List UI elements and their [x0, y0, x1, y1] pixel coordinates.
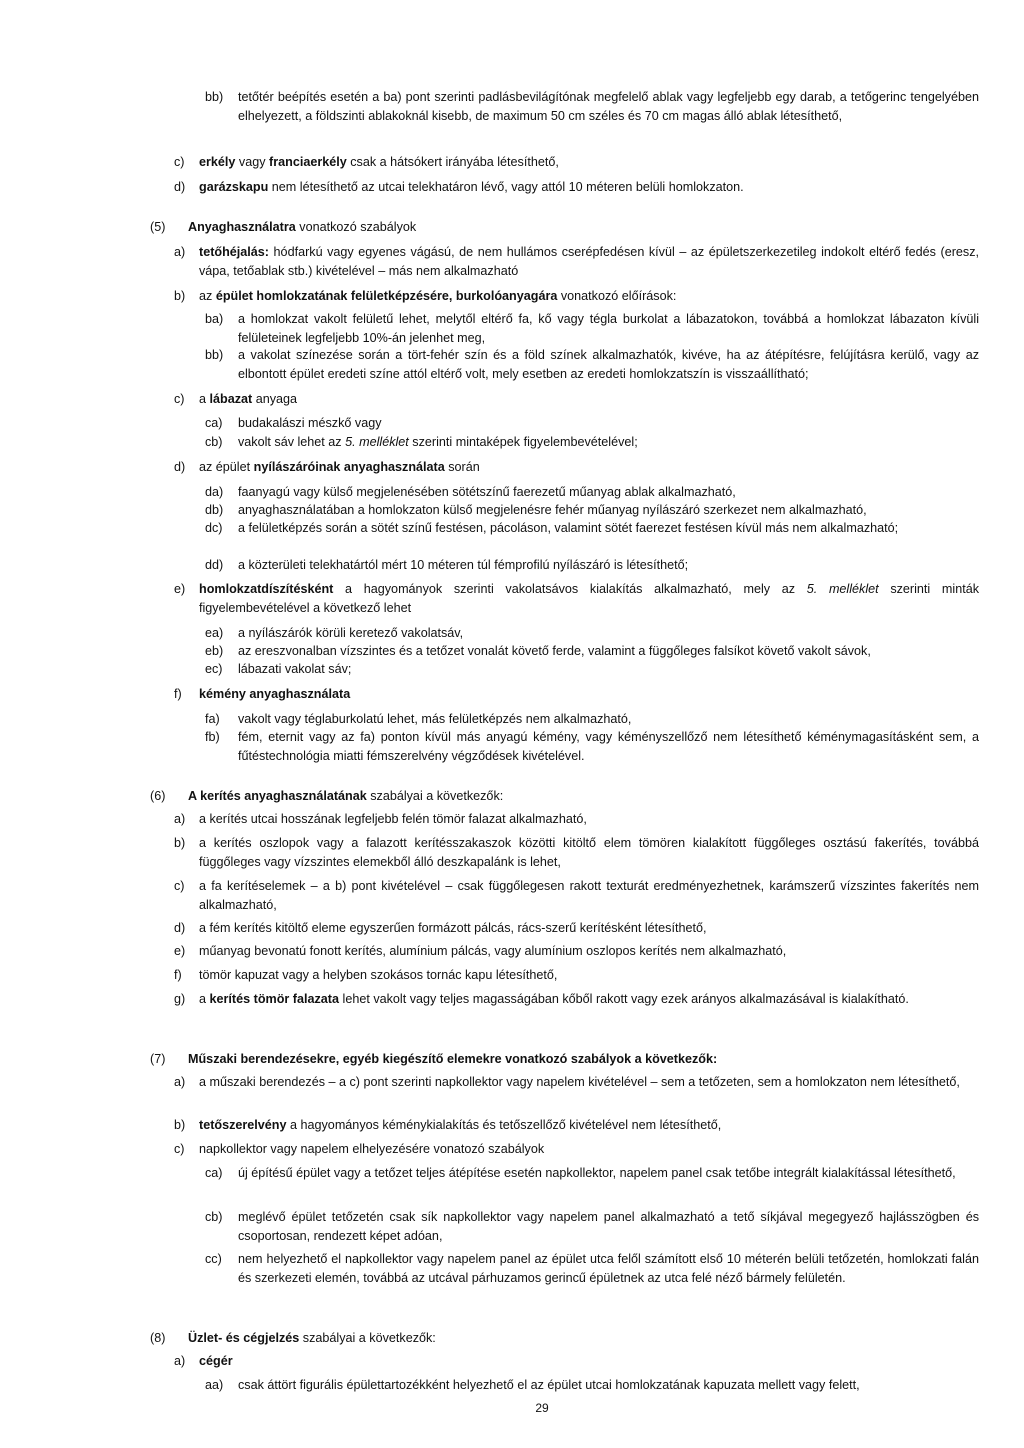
bold-text: Műszaki berendezésekre, egyéb kiegészítő elemekre vonatkozó szabályok a következők:: [188, 1052, 718, 1066]
item-label: b): [174, 836, 186, 850]
item-text: [188, 787, 979, 806]
item-text: [199, 390, 979, 409]
italic-text: 5. melléklet: [345, 435, 409, 449]
text-run: a fa kerítéselemek – a b) pont kivételével – csak függőlegesen rakott texturát eredményezhetnek, karámszerű vízszintes fakerítés nem alkalmazható,: [199, 879, 979, 912]
item-label: da): [205, 485, 224, 499]
item-text: [238, 310, 979, 348]
item-text: [238, 556, 979, 575]
text-run: a közterületi telekhatártól mért 10 méteren túl fémprofilú nyílászáró is létesíthető;: [238, 558, 689, 572]
item-text: [188, 1050, 979, 1069]
list-item: [205, 1376, 979, 1395]
item-text: [238, 1250, 979, 1288]
item-text: [199, 458, 979, 477]
item-text: [199, 1073, 979, 1092]
bold-text: kerítés tömör falazata: [209, 992, 340, 1006]
text-run: a vakolat színezése során a tört-fehér szín és a föld színek alkalmazhatók, kivéve, ha az átépítésre, felújításra kerülő, vagy az elbontott épület eredeti színe attól eltérő volt, mely esetben az eredeti homlokzatszín is visszaállítható;: [238, 348, 979, 381]
page-number: 29: [535, 1401, 549, 1415]
list-item: [174, 580, 979, 618]
text-run: vakolt vagy téglaburkolatú lehet, más felületképzés nem alkalmazható,: [238, 712, 632, 726]
item-text: [238, 519, 979, 538]
item-text: [199, 153, 979, 172]
text-run: a kerítés oszlopok vagy a falazott kerítésszakaszok közötti kitöltő elem tömören kialakított függőleges osztású fakerítés, továbbá függőleges vagy vízszintes elemekből álló deszkapalánk is lehet,: [199, 836, 979, 869]
text-run: a hagyományok szerinti vakolatsávos kialakítás alkalmazható, mely az: [333, 582, 807, 596]
text-run: csak a hátsókert irányába létesíthető,: [346, 155, 559, 169]
text-run: a: [199, 992, 210, 1006]
item-label: a): [174, 812, 186, 826]
item-text: [238, 1376, 979, 1395]
item-label: ec): [205, 662, 223, 676]
text-run: a műszaki berendezés – a c) pont szerinti napkollektor vagy napelem kivételével – sem a tetőzeten, sem a homlokzaton nem létesíthető,: [199, 1075, 960, 1089]
list-item: [205, 1250, 979, 1288]
text-run: a felületképzés során a sötét színű festésen, pácoláson, valamint sötét faerezet festésen kívül más nem alkalmazható;: [238, 521, 899, 535]
bold-text: tetőhéjalás:: [199, 245, 269, 259]
text-run: a: [199, 392, 210, 406]
item-text: [199, 966, 979, 985]
item-label: cb): [205, 1210, 223, 1224]
item-label: b): [174, 1118, 186, 1132]
text-run: tömör kapuzat vagy a helyben szokásos tornác kapu létesíthető,: [199, 968, 558, 982]
bold-text: erkély: [199, 155, 236, 169]
item-text: [238, 1208, 979, 1246]
item-label: b): [174, 289, 186, 303]
list-item: [174, 178, 979, 197]
item-text: [199, 990, 979, 1009]
item-text: [238, 710, 979, 729]
item-label: d): [174, 180, 186, 194]
bold-text: A kerítés anyaghasználatának: [188, 789, 367, 803]
text-run: a hagyományos kéménykialakítás és tetőszellőző kivételével nem létesíthető,: [286, 1118, 722, 1132]
text-run: az ereszvonalban vízszintes és a tetőzet vonalát követő ferde, valamint a függőleges falsíkot követő vakolt sávok,: [238, 644, 871, 658]
text-run: során: [444, 460, 480, 474]
list-item: [205, 556, 979, 575]
item-text: [238, 660, 979, 679]
section-heading: [150, 1329, 979, 1348]
item-label: dc): [205, 521, 223, 535]
item-label: e): [174, 582, 186, 596]
item-label: ea): [205, 626, 224, 640]
bold-text: cégér: [199, 1354, 233, 1368]
item-text: [238, 483, 979, 502]
text-run: meglévő épület tetőzetén csak sík napkollektor vagy napelem panel alkalmazható a tető síkjával megegyező hajlásszögben és csoportosan, rendezett képet adóan,: [238, 1210, 979, 1243]
item-label: (6): [150, 789, 166, 803]
item-text: [238, 728, 979, 766]
item-label: c): [174, 879, 185, 893]
text-run: budakalászi mészkő vagy: [238, 416, 382, 430]
text-run: a fém kerítés kitöltő eleme egyszerűen formázott pálcás, rács-szerű kerítésként létesíthető,: [199, 921, 707, 935]
list-item: [174, 919, 979, 938]
text-run: vagy: [235, 155, 270, 169]
item-text: [199, 580, 979, 618]
text-run: az: [199, 289, 216, 303]
list-item: [205, 346, 979, 384]
item-text: [238, 624, 979, 643]
list-item: [174, 1073, 979, 1092]
item-label: fb): [205, 730, 220, 744]
list-item: [205, 660, 979, 679]
item-label: f): [174, 687, 182, 701]
item-label: cc): [205, 1252, 222, 1266]
item-label: a): [174, 245, 186, 259]
text-run: anyaga: [252, 392, 298, 406]
list-item: [205, 710, 979, 729]
item-label: db): [205, 503, 224, 517]
item-label: eb): [205, 644, 224, 658]
text-run: lábazati vakolat sáv;: [238, 662, 352, 676]
item-label: c): [174, 155, 185, 169]
section-heading: [150, 218, 979, 237]
text-run: vakolt sáv lehet az: [238, 435, 346, 449]
section-heading: [150, 1050, 979, 1069]
item-label: (8): [150, 1331, 166, 1345]
item-text: [238, 346, 979, 384]
bold-text: Anyaghasználatra: [188, 220, 296, 234]
text-run: szabályai a következők:: [299, 1331, 436, 1345]
item-label: bb): [205, 90, 224, 104]
item-label: cb): [205, 435, 223, 449]
list-item: [205, 414, 979, 433]
item-label: bb): [205, 348, 224, 362]
item-text: [238, 433, 979, 452]
bold-text: épület homlokzatának felületképzésére, burkolóanyagára: [215, 289, 558, 303]
item-label: fa): [205, 712, 220, 726]
item-text: [199, 1116, 979, 1135]
list-item: [205, 642, 979, 661]
text-run: szerinti mintaképek figyelembevételével;: [408, 435, 638, 449]
bold-text: Üzlet- és cégjelzés: [188, 1331, 300, 1345]
text-run: napkollektor vagy napelem elhelyezésére vonatozó szabályok: [199, 1142, 545, 1156]
text-run: fém, eternit vagy az fa) ponton kívül más anyagú kémény, vagy kéményszellőző nem létesíthető kéménymagasításként sem, a fűtéstechnológia miatti fémszerelvény végződések kivételével.: [238, 730, 979, 763]
item-text: [199, 685, 979, 704]
item-text: [238, 642, 979, 661]
list-item: [205, 483, 979, 502]
list-item: [174, 990, 979, 1009]
item-text: [238, 414, 979, 433]
list-item: [174, 810, 979, 829]
text-run: nem létesíthető az utcai telekhatáron lévő, vagy attól 10 méteren belüli homlokzaton.: [268, 180, 744, 194]
item-text: [199, 877, 979, 915]
item-label: ca): [205, 416, 223, 430]
list-item: [174, 243, 979, 281]
text-run: műanyag bevonatú fonott kerítés, alumínium pálcás, vagy alumínium oszlopos kerítés nem alkalmazható,: [199, 944, 787, 958]
list-item: [174, 390, 979, 409]
item-label: f): [174, 968, 182, 982]
item-text: [199, 942, 979, 961]
item-label: a): [174, 1354, 186, 1368]
item-label: ca): [205, 1166, 223, 1180]
item-text: [199, 178, 979, 197]
list-item: [205, 88, 979, 126]
item-text: [199, 287, 979, 306]
item-text: [188, 218, 979, 237]
text-run: tetőtér beépítés esetén a ba) pont szerinti padlásbevilágítónak megfelelő ablak vagy legfeljebb egy darab, a tetőgerinc tengelyében elhelyezett, a földszinti ablakoknál kisebb, de maximum 50 cm széles és 70 cm magas álló ablak létesíthető,: [238, 90, 979, 123]
list-item: [174, 153, 979, 172]
italic-text: 5. melléklet: [806, 582, 879, 596]
text-run: faanyagú vagy külső megjelenésében sötétszínű faerezetű műanyag ablak alkalmazható,: [238, 485, 736, 499]
list-item: [205, 1164, 979, 1183]
text-run: a homlokzat vakolt felületű lehet, melytől eltérő fa, kő vagy tégla burkolat a lábazatokon, továbbá a homlokzat lábazaton kívüli felületeinek legfeljebb 10%-án jelenhet meg,: [238, 312, 979, 345]
item-label: (5): [150, 220, 166, 234]
item-label: g): [174, 992, 186, 1006]
bold-text: garázskapu: [199, 180, 269, 194]
text-run: szerinti minták figyelembevételével a következő lehet: [199, 582, 979, 615]
bold-text: nyílászáróinak anyaghasználata: [253, 460, 445, 474]
bold-text: tetőszerelvény: [199, 1118, 287, 1132]
text-run: hódfarkú vagy egyenes vágású, de nem hullámos cserépfedésen kívül – az épületszerkezetileg indokolt eltérő fedés (eresz, vápa, tetőablak stb.) kivételével – más nem alkalmazható: [199, 245, 979, 278]
item-label: d): [174, 460, 186, 474]
item-label: (7): [150, 1052, 166, 1066]
text-run: vonatkozó előírások:: [557, 289, 677, 303]
bold-text: homlokzatdíszítésként: [199, 582, 334, 596]
item-label: c): [174, 392, 185, 406]
item-text: [188, 1329, 979, 1348]
list-item: [205, 310, 979, 348]
list-item: [174, 1140, 979, 1159]
bold-text: kémény anyaghasználata: [199, 687, 351, 701]
text-run: a kerítés utcai hosszának legfeljebb felén tömör falazat alkalmazható,: [199, 812, 587, 826]
list-item: [174, 942, 979, 961]
item-label: dd): [205, 558, 224, 572]
text-run: szabályai a következők:: [366, 789, 504, 803]
text-run: vonatkozó szabályok: [295, 220, 417, 234]
section-heading: [150, 787, 979, 806]
list-item: [205, 501, 979, 520]
list-item: [174, 458, 979, 477]
list-item: [174, 685, 979, 704]
item-label: aa): [205, 1378, 224, 1392]
list-item: [205, 1208, 979, 1246]
item-text: [199, 1352, 979, 1371]
list-item: [205, 624, 979, 643]
item-text: [238, 501, 979, 520]
list-item: [205, 728, 979, 766]
list-item: [205, 519, 979, 538]
item-text: [238, 88, 979, 126]
text-run: új építésű épület vagy a tetőzet teljes átépítése esetén napkollektor, napelem panel csak tetőbe integrált kialakítással létesíthető,: [238, 1166, 956, 1180]
item-text: [199, 919, 979, 938]
list-item: [174, 287, 979, 306]
item-text: [199, 834, 979, 872]
item-label: a): [174, 1075, 186, 1089]
item-text: [199, 1140, 979, 1159]
list-item: [174, 877, 979, 915]
item-label: ba): [205, 312, 224, 326]
text-run: lehet vakolt vagy teljes magasságában kőből rakott vagy ezek arányos alkalmazásával is kialakítható.: [339, 992, 909, 1006]
text-run: a nyílászárók körüli keretező vakolatsáv,: [238, 626, 464, 640]
text-run: nem helyezhető el napkollektor vagy napelem panel az épület utca felől számított első 10 méterén belüli tetőzetén, homlokzati falán és szerkezeti elemén, továbbá az utcával párhuzamos gerincű épületnek az utca felé néző bármely felületén.: [238, 1252, 979, 1285]
text-run: az épület: [199, 460, 254, 474]
list-item: [174, 834, 979, 872]
list-item: [174, 1352, 979, 1371]
list-item: [174, 1116, 979, 1135]
text-run: csak áttört figurális épülettartozékként helyezhető el az épület utcai homlokzatának kapuzata mellett vagy felett,: [238, 1378, 860, 1392]
item-text: [199, 810, 979, 829]
list-item: [174, 966, 979, 985]
item-text: [238, 1164, 979, 1183]
item-label: c): [174, 1142, 185, 1156]
item-text: [199, 243, 979, 281]
bold-text: franciaerkély: [269, 155, 347, 169]
list-item: [205, 433, 979, 452]
item-label: e): [174, 944, 186, 958]
item-label: d): [174, 921, 186, 935]
text-run: anyaghasználatában a homlokzaton külső megjelenésre fehér műanyag nyílászáró szerkezet nem alkalmazható,: [238, 503, 867, 517]
bold-text: lábazat: [209, 392, 253, 406]
